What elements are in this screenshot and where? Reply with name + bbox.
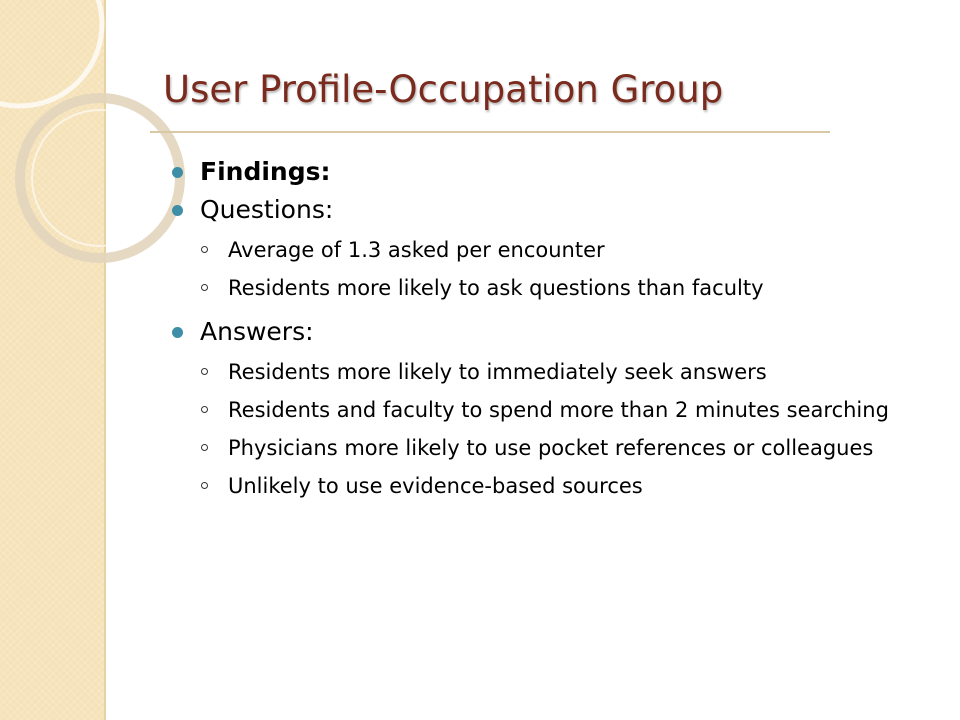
sub-bullet <box>168 436 908 461</box>
sub-bullet <box>168 238 908 263</box>
slide-title: User Profile-Occupation Group <box>163 68 724 111</box>
sub-bullet-text: Residents more likely to immediately seek answers <box>228 360 767 384</box>
ring-bullet-icon <box>201 482 208 489</box>
sub-bullet <box>168 276 908 301</box>
ring-bullet-icon <box>201 284 208 291</box>
bullet-dot-icon <box>172 205 183 216</box>
sub-bullet <box>168 398 908 423</box>
sub-bullet-text: Average of 1.3 asked per encounter <box>228 238 605 262</box>
bullet-text: Findings: <box>200 157 331 186</box>
sub-bullet-text: Residents and faculty to spend more than 2 minutes searching <box>228 398 889 422</box>
band-edge-line <box>104 0 106 720</box>
ring-bullet-icon <box>201 368 208 375</box>
bullet-dot-icon <box>172 167 183 178</box>
ring-bullet-icon <box>201 444 208 451</box>
bullet-answers <box>168 314 908 350</box>
bullet-dot-icon <box>172 327 183 338</box>
ring-bullet-icon <box>201 246 208 253</box>
bullet-text: Questions: <box>200 195 334 224</box>
sub-bullet <box>168 360 908 385</box>
bullet-questions <box>168 192 908 228</box>
bullet-list <box>168 154 908 512</box>
title-divider <box>150 131 830 133</box>
ring-bullet-icon <box>201 406 208 413</box>
decorative-band <box>0 0 106 720</box>
bullet-findings <box>168 154 908 190</box>
bullet-text: Answers: <box>200 317 314 346</box>
sub-bullet-text: Physicians more likely to use pocket references or colleagues <box>228 436 874 460</box>
sub-bullet-text: Unlikely to use evidence-based sources <box>228 474 643 498</box>
sub-bullet <box>168 474 908 499</box>
sub-bullet-text: Residents more likely to ask questions than faculty <box>228 276 764 300</box>
